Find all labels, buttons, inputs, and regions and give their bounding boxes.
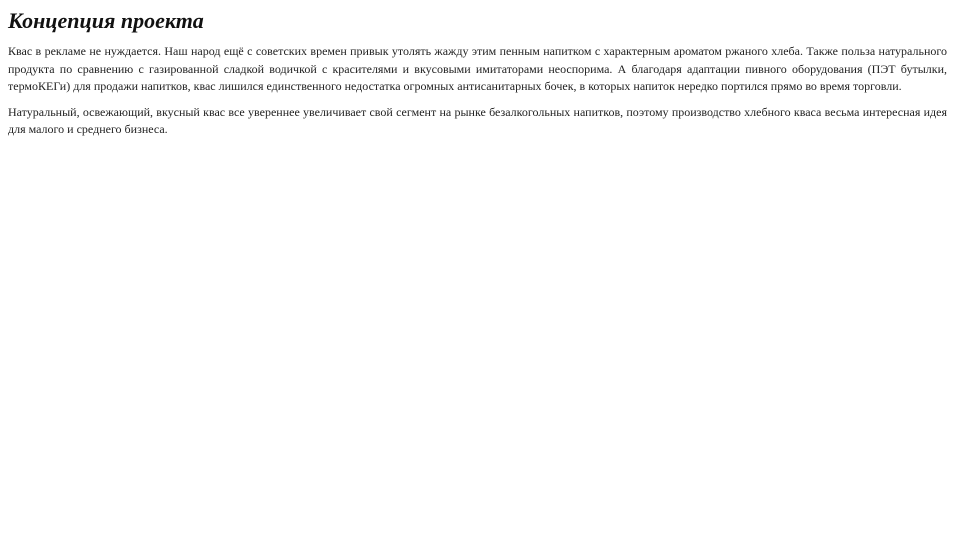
page-title: Концепция проекта [8, 8, 204, 33]
paragraph-kvass-business: Натуральный, освежающий, вкусный квас все увереннее увеличивает свой сегмент на рынке безалкогольных напитков, поэтому производство хлебного кваса весьма интересная идея для малого и среднего бизнеса. [8, 104, 947, 136]
paragraph-kvass-intro: Квас в рекламе не нуждается. Наш народ ещё с советских времен привык утолять жажду этим пенным напитком с характерным ароматом ржаного хлеба. Также польза натурального продукта по сравнению с газированной сладкой водичкой с красителями и вкусовыми имитаторами неоспорима. А благодаря адаптации пивного оборудования (ПЭТ бутылки, термоКЕГи) для продажи напитков, квас лишился единственного недостатка огромных антисанитарных бочек, в которых напиток нередко портился прямо во время торговли. [8, 44, 947, 93]
